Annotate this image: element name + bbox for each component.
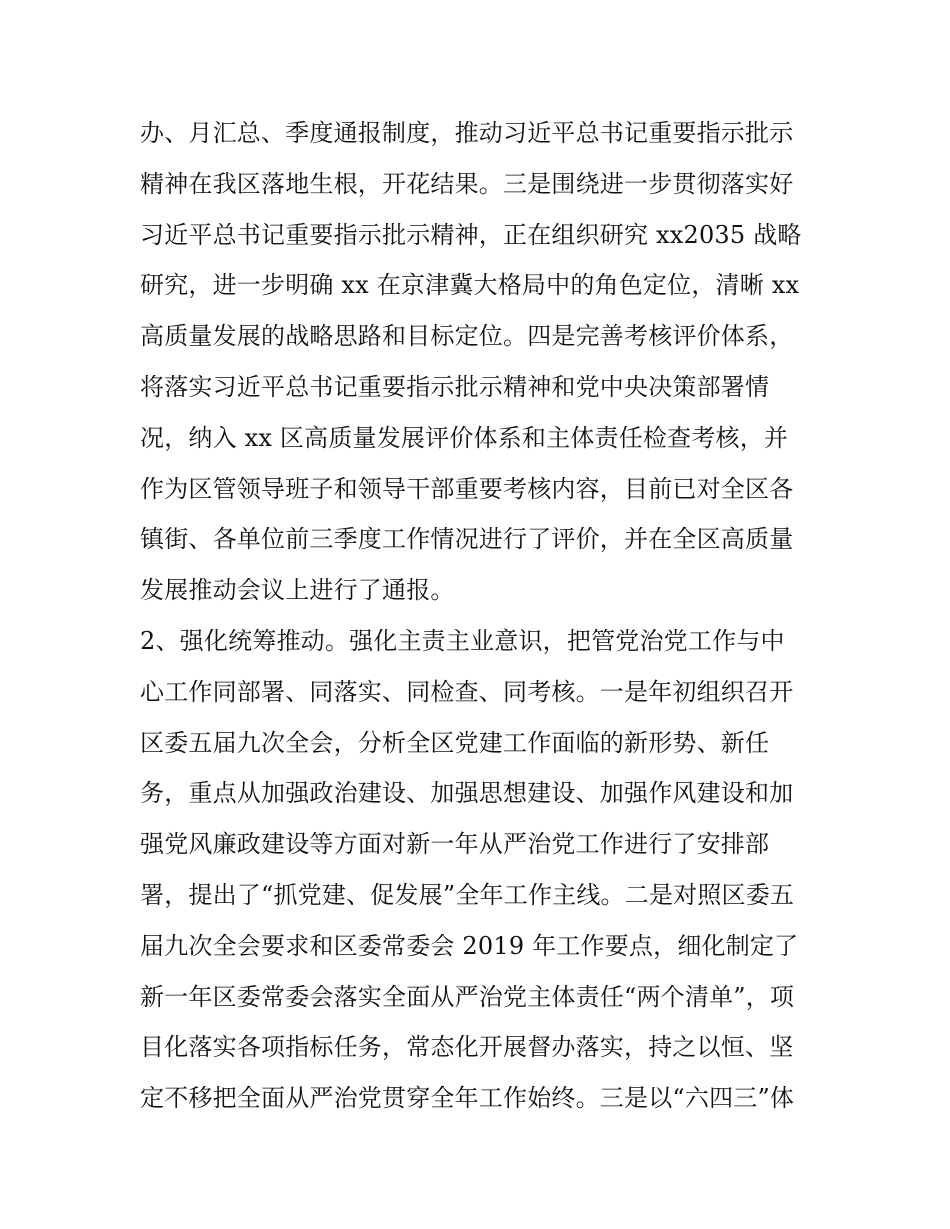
text-line-15: 强党风廉政建设等方面对新一年从严治党工作进行了安排部 <box>140 830 770 859</box>
text-line-17: 届九次全会要求和区委常委会 2019 年工作要点，细化制定了 <box>140 931 799 960</box>
text-line-9: 镇街、各单位前三季度工作情况进行了评价，并在全区高质量 <box>140 525 794 554</box>
text-line-10: 发展推动会议上进行了通报。 <box>140 576 455 605</box>
text-line-19: 目化落实各项指标任务，常态化开展督办落实，持之以恒、坚 <box>140 1033 794 1062</box>
text-line-13: 区委五届九次全会，分析全区党建工作面临的新形势、新任 <box>140 728 770 757</box>
text-line-4: 研究，进一步明确 xx 在京津冀大格局中的角色定位，清晰 xx <box>140 271 800 300</box>
text-line-8: 作为区管领导班子和领导干部重要考核内容，目前已对全区各 <box>140 474 794 503</box>
text-line-16: 署，提出了“抓党建、促发展”全年工作主线。二是对照区委五 <box>140 880 795 909</box>
text-line-12: 心工作同部署、同落实、同检查、同考核。一是年初组织召开 <box>140 677 794 706</box>
text-line-1: 办、月汇总、季度通报制度，推动习近平总书记重要指示批示 <box>140 119 794 147</box>
text-line-14: 务，重点从加强政治建设、加强思想建设、加强作风建设和加 <box>140 779 794 808</box>
text-line-11: 2、强化统筹推动。强化主责主业意识，把管党治党工作与中 <box>140 626 785 655</box>
text-line-18: 新一年区委常委会落实全面从严治党主体责任“两个清单”，项 <box>140 982 795 1011</box>
text-line-5: 高质量发展的战略思路和目标定位。四是完善考核评价体系， <box>140 322 794 351</box>
text-line-2: 精神在我区落地生根，开花结果。三是围绕进一步贯彻落实好 <box>140 169 794 198</box>
text-line-6: 将落实习近平总书记重要指示批示精神和党中央决策部署情 <box>140 372 770 401</box>
text-line-3: 习近平总书记重要指示批示精神，正在组织研究 xx2035 战略 <box>140 220 802 249</box>
body-text <box>140 108 820 1124</box>
text-line-7: 况，纳入 xx 区高质量发展评价体系和主体责任检查考核，并 <box>140 423 789 452</box>
text-line-20: 定不移把全面从严治党贯穿全年工作始终。三是以“六四三”体 <box>140 1084 795 1113</box>
